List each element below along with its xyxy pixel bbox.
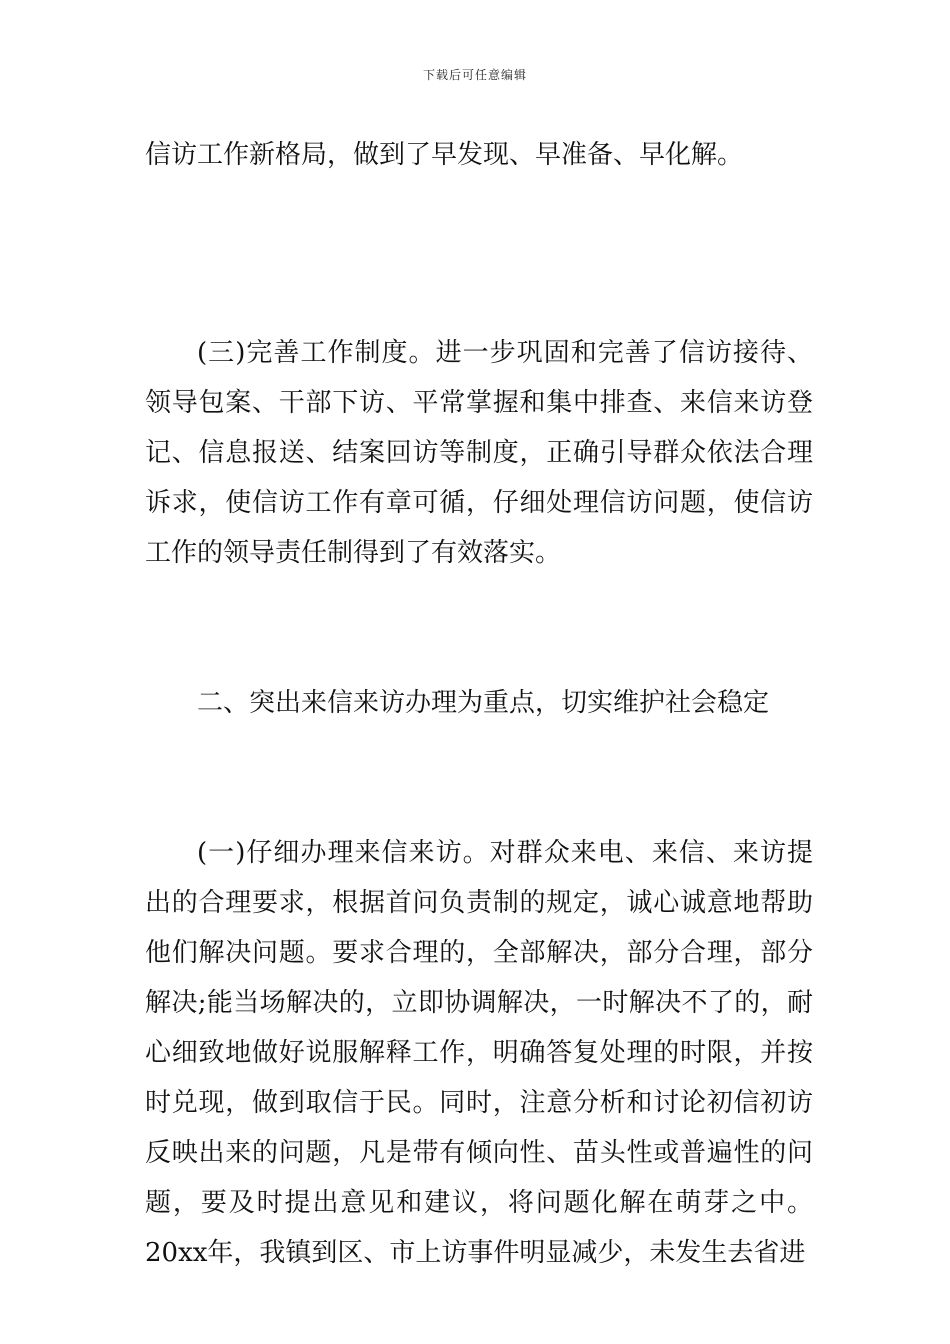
paragraph-letters-visits: (一)仔细办理来信来访。对群众来电、来信、来访提出的合理要求，根据首问负责制的规定，诚心诚意地帮助他们解决问题。要求合理的，全部解决，部分合理，部分解决;能当场解决的，立即协调解决，一时解决不了的，耐心细致地做好说服解释工作，明确答复处理的时限，并按时兑现，做到取信于民。同时，注意分析和讨论初信初访反映出来的问题，凡是带有倾向性、苗头性或普遍性的问题，要及时提出意见和建议，将问题化解在萌芽之中。20xx年，我镇到区、市上访事件明显减少，未发生去省进 [145,838,813,1268]
paragraph-continuation: 信访工作新格局，做到了早发现、早准备、早化解。 [145,140,744,170]
paragraph-work-system: (三)完善工作制度。进一步巩固和完善了信访接待、领导包案、干部下访、平常掌握和集中排查、来信来访登记、信息报送、结案回访等制度，正确引导群众依法合理诉求，使信访工作有章可循，仔细处理信访问题，使信访工作的领导责任制得到了有效落实。 [145,338,813,568]
section-heading-two: 二、突出来信来访办理为重点，切实维护社会稳定 [197,688,770,718]
document-body [145,130,813,1278]
page-header: 下载后可任意编辑 [422,68,527,82]
